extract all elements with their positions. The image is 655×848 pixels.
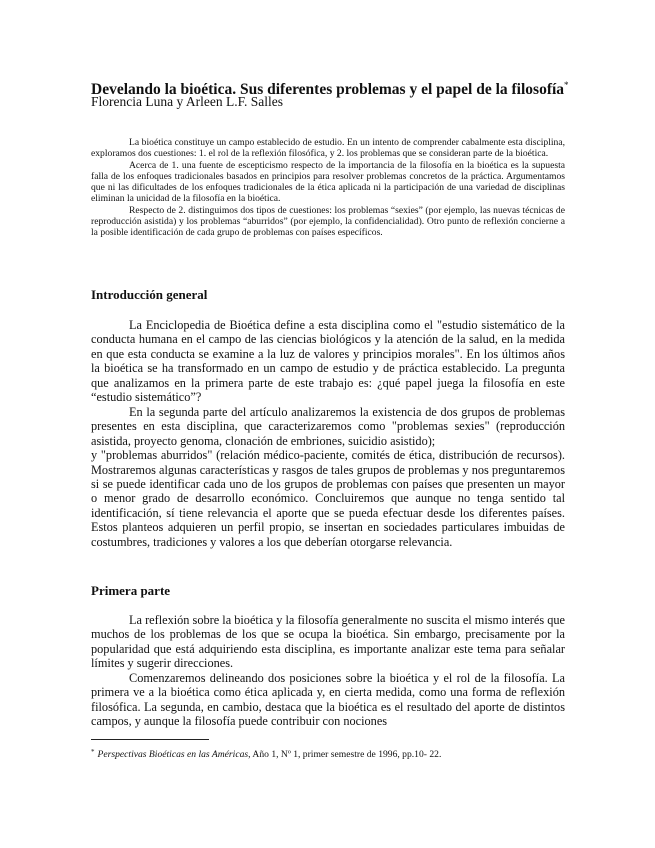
paper-title: Develando la bioética. Sus diferentes problemas y el papel de la filosofía* <box>91 80 569 98</box>
footnote-journal: Perspectivas Bioéticas en las Américas <box>97 749 249 760</box>
abstract-paragraph: Respecto de 2. distinguimos dos tipos de cuestiones: los problemas “sexies” (por ejemplo, las nuevas técnicas de reproducción asistida) y los problemas “aburridos” (por ejemplo, la confidencialidad). Otro punto de reflexión concierne a la posible identificación de cada grupo de problemas con países específicos. <box>91 204 565 239</box>
body-paragraph: y "problemas aburridos" (relación médico-paciente, comités de ética, distribución de recursos). Mostraremos algunas características y rasgos de tales grupos de problemas y nos preguntaremos si se puede identificar cada uno de los grupos de problemas con países que presenten un mayor o menor grado de desarrollo económico. Concluiremos que aunque no tenga sentido tal identificación, sí tiene relevancia el aporte que se pueda efectuar desde los diferentes países. Estos planteos adquieren un perfil propio, se insertan en sociedades particulares imbuidas de costumbres, tradiciones y valores a los que deberían otorgarse relevancia. <box>91 448 565 549</box>
abstract-paragraph: La bioética constituye un campo establecido de estudio. En un intento de comprender cabalmente esta disciplina, exploramos dos cuestiones: 1. el rol de la reflexión filosófica, y 2. los problemas que se consideran parte de la bioética. <box>91 137 565 160</box>
section-body-introduccion <box>91 318 565 549</box>
body-paragraph: En la segunda parte del artículo analizaremos la existencia de dos grupos de problemas presentes en esta disciplina, que caracterizaremos como "problemas sexies" (reproducción asistida, proyecto genoma, clonación de embriones, suicidio asistido); <box>91 404 565 448</box>
paper-authors: Florencia Luna y Arleen L.F. Salles <box>91 94 283 109</box>
section-body-primera-parte <box>91 613 565 729</box>
body-paragraph: La reflexión sobre la bioética y la filosofía generalmente no suscita el mismo interés que muchos de los problemas de los que se ocupa la bioética. Sin embargo, precisamente por la popularidad que está adquiriendo esta disciplina, es importante analizar este tema para señalar límites y sugerir direcciones. <box>91 613 565 671</box>
footnote <box>91 746 441 761</box>
abstract <box>91 137 565 239</box>
footnote-details: , Año 1, Nº 1, primer semestre de 1996, pp.10- 22. <box>248 749 442 760</box>
footnote-divider <box>91 739 209 740</box>
section-heading-introduccion: Introducción general <box>91 287 208 302</box>
title-footnote-mark: * <box>564 80 569 90</box>
section-heading-primera-parte: Primera parte <box>91 583 171 598</box>
abstract-paragraph: Acerca de 1. una fuente de escepticismo respecto de la importancia de la filosofía en la bioética es la supuesta falla de los enfoques tradicionales basados en principios para resolver problemas concretos de la práctica. Argumentamos que ni las dificultades de los enfoques tradicionales de la ética aplicada ni la participación de una variedad de disciplinas eliminan la unicidad de la filosofía en la bioética. <box>91 159 565 205</box>
footnote-mark: * <box>91 748 95 756</box>
body-paragraph: Comenzaremos delineando dos posiciones sobre la bioética y el rol de la filosofía. La primera ve a la bioética como ética aplicada y, en cierta medida, como una forma de reflexión filosófica. La segunda, en cambio, destaca que la bioética es el resultado del aporte de distintos campos, y aunque la filosofía puede contribuir con nociones <box>91 670 565 729</box>
body-paragraph: La Enciclopedia de Bioética define a esta disciplina como el "estudio sistemático de la conducta humana en el campo de las ciencias biológicos y la atención de la salud, en la medida en que esta conducta se examine a la luz de valores y principios morales". En los últimos años la bioética se ha transformado en un campo de estudio y de práctica establecido. La pregunta que analizamos en la primera parte de este trabajo es: ¿qué papel juega la filosofía en este “estudio sistemático”? <box>91 318 565 405</box>
